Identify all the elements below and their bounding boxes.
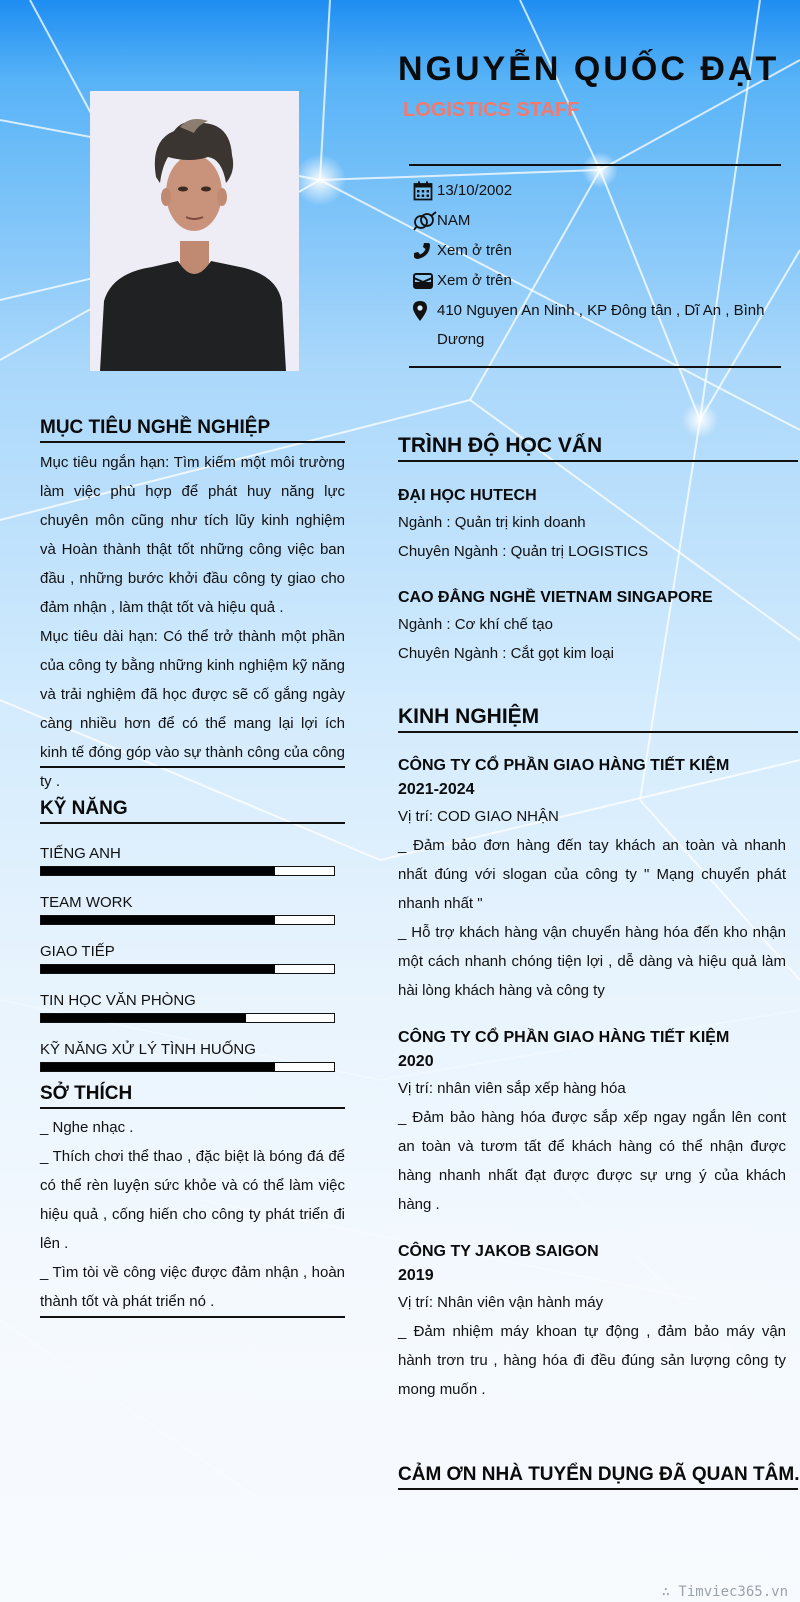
person-portrait-icon [90, 91, 299, 371]
experience-detail: _ Hỗ trợ khách hàng vận chuyển hàng hóa đến kho nhận một cách nhanh chóng tiện lợi , dễ dàng và hiệu quả làm hài lòng khách hàng và công ty [398, 924, 786, 999]
hobby-item: _ Tìm tòi về công việc được đảm nhận , hoàn thành tốt và phát triển nó . [40, 1264, 345, 1310]
experience-detail: _ Đảm nhiệm máy khoan tự động , đảm bảo máy vận hành trơn tru , hàng hóa đi đều đúng sản lượng công ty mong muốn . [398, 1323, 786, 1398]
education-specialty: Chuyên Ngành : Cắt gọt kim loại [398, 645, 614, 662]
skill-label: KỸ NĂNG XỬ LÝ TÌNH HUỐNG [40, 1041, 256, 1058]
hobbies-divider [40, 1316, 345, 1318]
skill-item [40, 1041, 340, 1072]
experience-item [398, 754, 786, 1005]
skill-item [40, 992, 340, 1023]
calendar-icon [413, 176, 437, 205]
experience-position: Vị trí: nhân viên sắp xếp hàng hóa [398, 1080, 626, 1097]
skill-bar [40, 964, 335, 974]
skill-item [40, 894, 340, 925]
company-name: CÔNG TY CỔ PHẦN GIAO HÀNG TIẾT KIỆM [398, 1029, 730, 1046]
map-pin-icon [413, 296, 437, 325]
objective-long-term: Mục tiêu dài hạn: Có thể trở thành một phần của công ty bằng những kinh nghiệm kỹ năng và trải nghiệm đã học được sẽ cố gắng ngày càng nhiều hơn để có thể mang lại lợi ích kinh tế đóng góp vào sự thành công của công ty . [40, 628, 345, 790]
address-value: 410 Nguyen An Ninh , KP Đông tân , Dĩ An , Bình Dương [437, 302, 765, 348]
hobbies-list [40, 1113, 345, 1316]
phone-value: Xem ở trên [437, 242, 512, 259]
education-item [398, 484, 788, 566]
skill-item [40, 943, 340, 974]
email-icon [413, 266, 437, 295]
objective-text [40, 448, 345, 796]
watermark: ∴ Timviec365.vn [661, 1584, 788, 1600]
email-value: Xem ở trên [437, 272, 512, 289]
education-heading: TRÌNH ĐỘ HỌC VẤN [398, 434, 798, 462]
phone-icon [413, 236, 437, 265]
job-title: LOGISTICS STAFF [403, 99, 580, 121]
contact-bottom-divider [409, 366, 781, 368]
contact-top-divider [409, 164, 781, 166]
company-name: CÔNG TY CỔ PHẦN GIAO HÀNG TIẾT KIỆM [398, 757, 730, 774]
skill-fill [41, 1063, 275, 1071]
profile-photo [90, 91, 299, 371]
experience-item [398, 1026, 786, 1219]
skill-fill [41, 867, 275, 875]
skills-heading: KỸ NĂNG [40, 798, 345, 824]
skill-item [40, 845, 340, 876]
email-row [413, 266, 793, 295]
hobby-item: _ Nghe nhạc . [40, 1119, 134, 1136]
experience-position: Vị trí: Nhân viên vận hành máy [398, 1294, 604, 1311]
objective-heading: MỤC TIÊU NGHỀ NGHIỆP [40, 417, 345, 443]
education-major: Ngành : Cơ khí chế tạo [398, 616, 553, 633]
experience-detail: _ Đảm bảo đơn hàng đến tay khách an toàn và nhanh nhất đúng với slogan của công ty " Mạng chuyển phát nhanh nhất " [398, 837, 786, 912]
gender-value: NAM [437, 212, 471, 229]
skill-bar [40, 866, 335, 876]
skill-fill [41, 965, 275, 973]
experience-years: 2021-2024 [398, 781, 475, 798]
candidate-name: NGUYỄN QUỐC ĐẠT [398, 50, 780, 88]
gender-row [413, 206, 793, 235]
closing-thanks: CẢM ƠN NHÀ TUYỂN DỤNG ĐÃ QUAN TÂM. [398, 1464, 798, 1490]
company-name: CÔNG TY JAKOB SAIGON [398, 1243, 599, 1260]
experience-years: 2019 [398, 1267, 434, 1284]
school-name: CAO ĐẲNG NGHỀ VIETNAM SINGAPORE [398, 589, 713, 606]
education-specialty: Chuyên Ngành : Quản trị LOGISTICS [398, 543, 649, 560]
phone-row [413, 236, 793, 265]
objective-short-term: Mục tiêu ngắn hạn: Tìm kiếm một môi trường làm việc phù hợp để phát huy năng lực chuyên môn cũng như tích lũy kinh nghiệm và Hoàn thành thật tốt những công việc ban đầu , những bước khởi đầu công ty giao cho đảm nhận , làm thật tốt và hiệu quả . [40, 454, 345, 616]
hobbies-heading: SỞ THÍCH [40, 1083, 345, 1109]
skill-bar [40, 915, 335, 925]
birthday-value: 13/10/2002 [437, 182, 513, 199]
gender-icon [413, 206, 437, 235]
experience-heading: KINH NGHIỆM [398, 705, 798, 733]
skill-label: TEAM WORK [40, 894, 133, 911]
skill-fill [41, 916, 275, 924]
skill-bar [40, 1013, 335, 1023]
skill-bar [40, 1062, 335, 1072]
experience-years: 2020 [398, 1053, 434, 1070]
skill-label: GIAO TIẾP [40, 943, 115, 960]
skill-fill [41, 1014, 246, 1022]
hobby-item: _ Thích chơi thể thao , đặc biệt là bóng đá để có thể rèn luyện sức khỏe và có thể làm việc hiệu quả , cống hiến cho công ty phát triển đi lên . [40, 1148, 345, 1252]
experience-item [398, 1240, 786, 1404]
skill-label: TIẾNG ANH [40, 845, 121, 862]
education-major: Ngành : Quản trị kinh doanh [398, 514, 586, 531]
skill-label: TIN HỌC VĂN PHÒNG [40, 992, 196, 1009]
objective-divider [40, 766, 345, 768]
birthday-row [413, 176, 793, 205]
education-item [398, 586, 788, 668]
address-row [413, 296, 783, 354]
experience-detail: _ Đảm bảo hàng hóa được sắp xếp ngay ngắn lên cont an toàn và tươm tất để khách hàng có thể nhận được hàng nhanh nhất đạt được được sự ưng ý của khách hàng . [398, 1109, 786, 1213]
school-name: ĐẠI HỌC HUTECH [398, 487, 537, 504]
experience-position: Vị trí: COD GIAO NHẬN [398, 808, 559, 825]
